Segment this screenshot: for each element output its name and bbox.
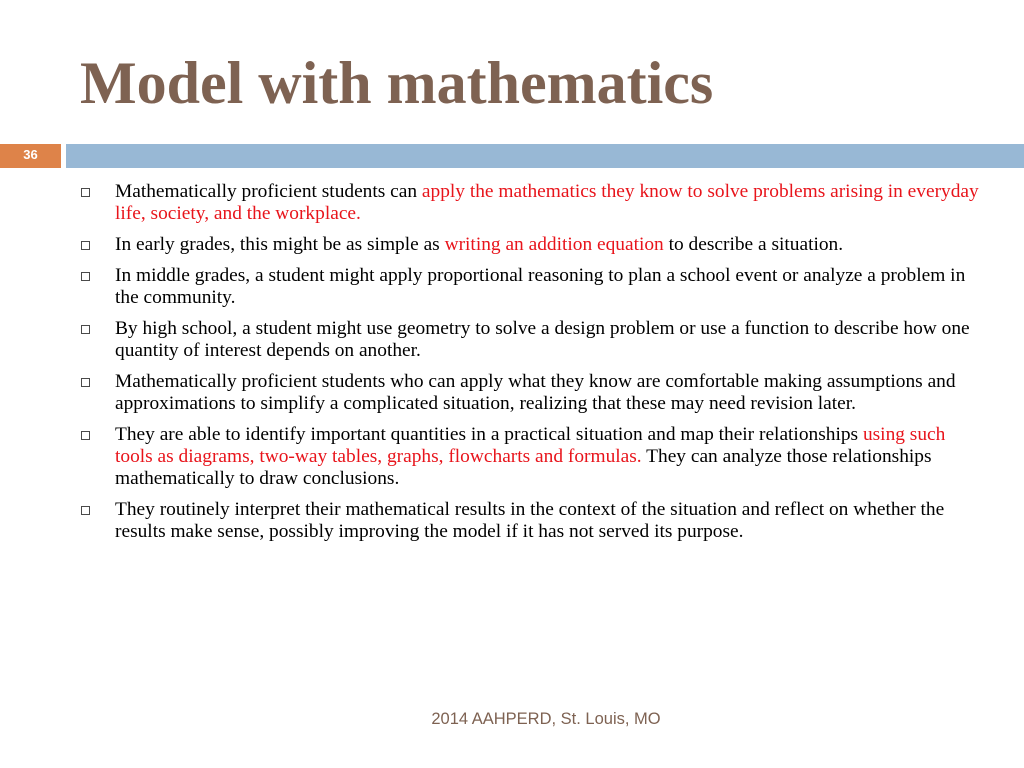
square-bullet-icon	[81, 241, 90, 250]
bullet-highlight: writing an addition equation	[444, 234, 664, 255]
bullet-item	[80, 371, 980, 415]
bullet-highlight: using such tools as diagrams, two-way tables, graphs, flowcharts and formulas.	[115, 424, 946, 467]
header-band	[66, 144, 1024, 168]
bullet-text: In early grades, this might be as simple as	[115, 234, 445, 255]
bullet-highlight: apply the mathematics they know to solve problems arising in everyday life, society, and the workplace.	[115, 181, 979, 224]
bullet-text: By high school, a student might use geometry to solve a design problem or use a function to describe how one quantity of interest depends on another.	[115, 318, 970, 361]
bullet-item	[80, 181, 980, 225]
bullet-text: Mathematically proficient students can	[115, 181, 422, 202]
bullet-item	[80, 424, 980, 490]
bullet-item	[80, 234, 980, 256]
bullet-item	[80, 265, 980, 309]
square-bullet-icon	[81, 272, 90, 281]
square-bullet-icon	[81, 506, 90, 515]
square-bullet-icon	[81, 325, 90, 334]
bullet-list	[80, 181, 980, 552]
bullet-item	[80, 318, 980, 362]
square-bullet-icon	[81, 431, 90, 440]
bullet-text: In middle grades, a student might apply proportional reasoning to plan a school event or analyze a problem in the community.	[115, 265, 966, 308]
bullet-item	[80, 499, 980, 543]
slide-footer: 2014 AAHPERD, St. Louis, MO	[431, 710, 661, 728]
bullet-text-end: They can analyze those relationships mathematically to draw conclusions.	[115, 446, 932, 489]
square-bullet-icon	[81, 378, 90, 387]
bullet-text: Mathematically proficient students who can apply what they know are comfortable making assumptions and approximations to simplify a complicated situation, realizing that these may need revision later.	[115, 371, 956, 414]
bullet-text: They are able to identify important quantities in a practical situation and map their relationships	[115, 424, 863, 445]
slide-number: 36	[0, 144, 61, 168]
bullet-text: They routinely interpret their mathematical results in the context of the situation and reflect on whether the results make sense, possibly improving the model if it has not served its purpose.	[115, 499, 945, 542]
bullet-text-end: to describe a situation.	[663, 234, 844, 255]
square-bullet-icon	[81, 188, 90, 197]
slide-title: Model with mathematics	[80, 50, 714, 116]
